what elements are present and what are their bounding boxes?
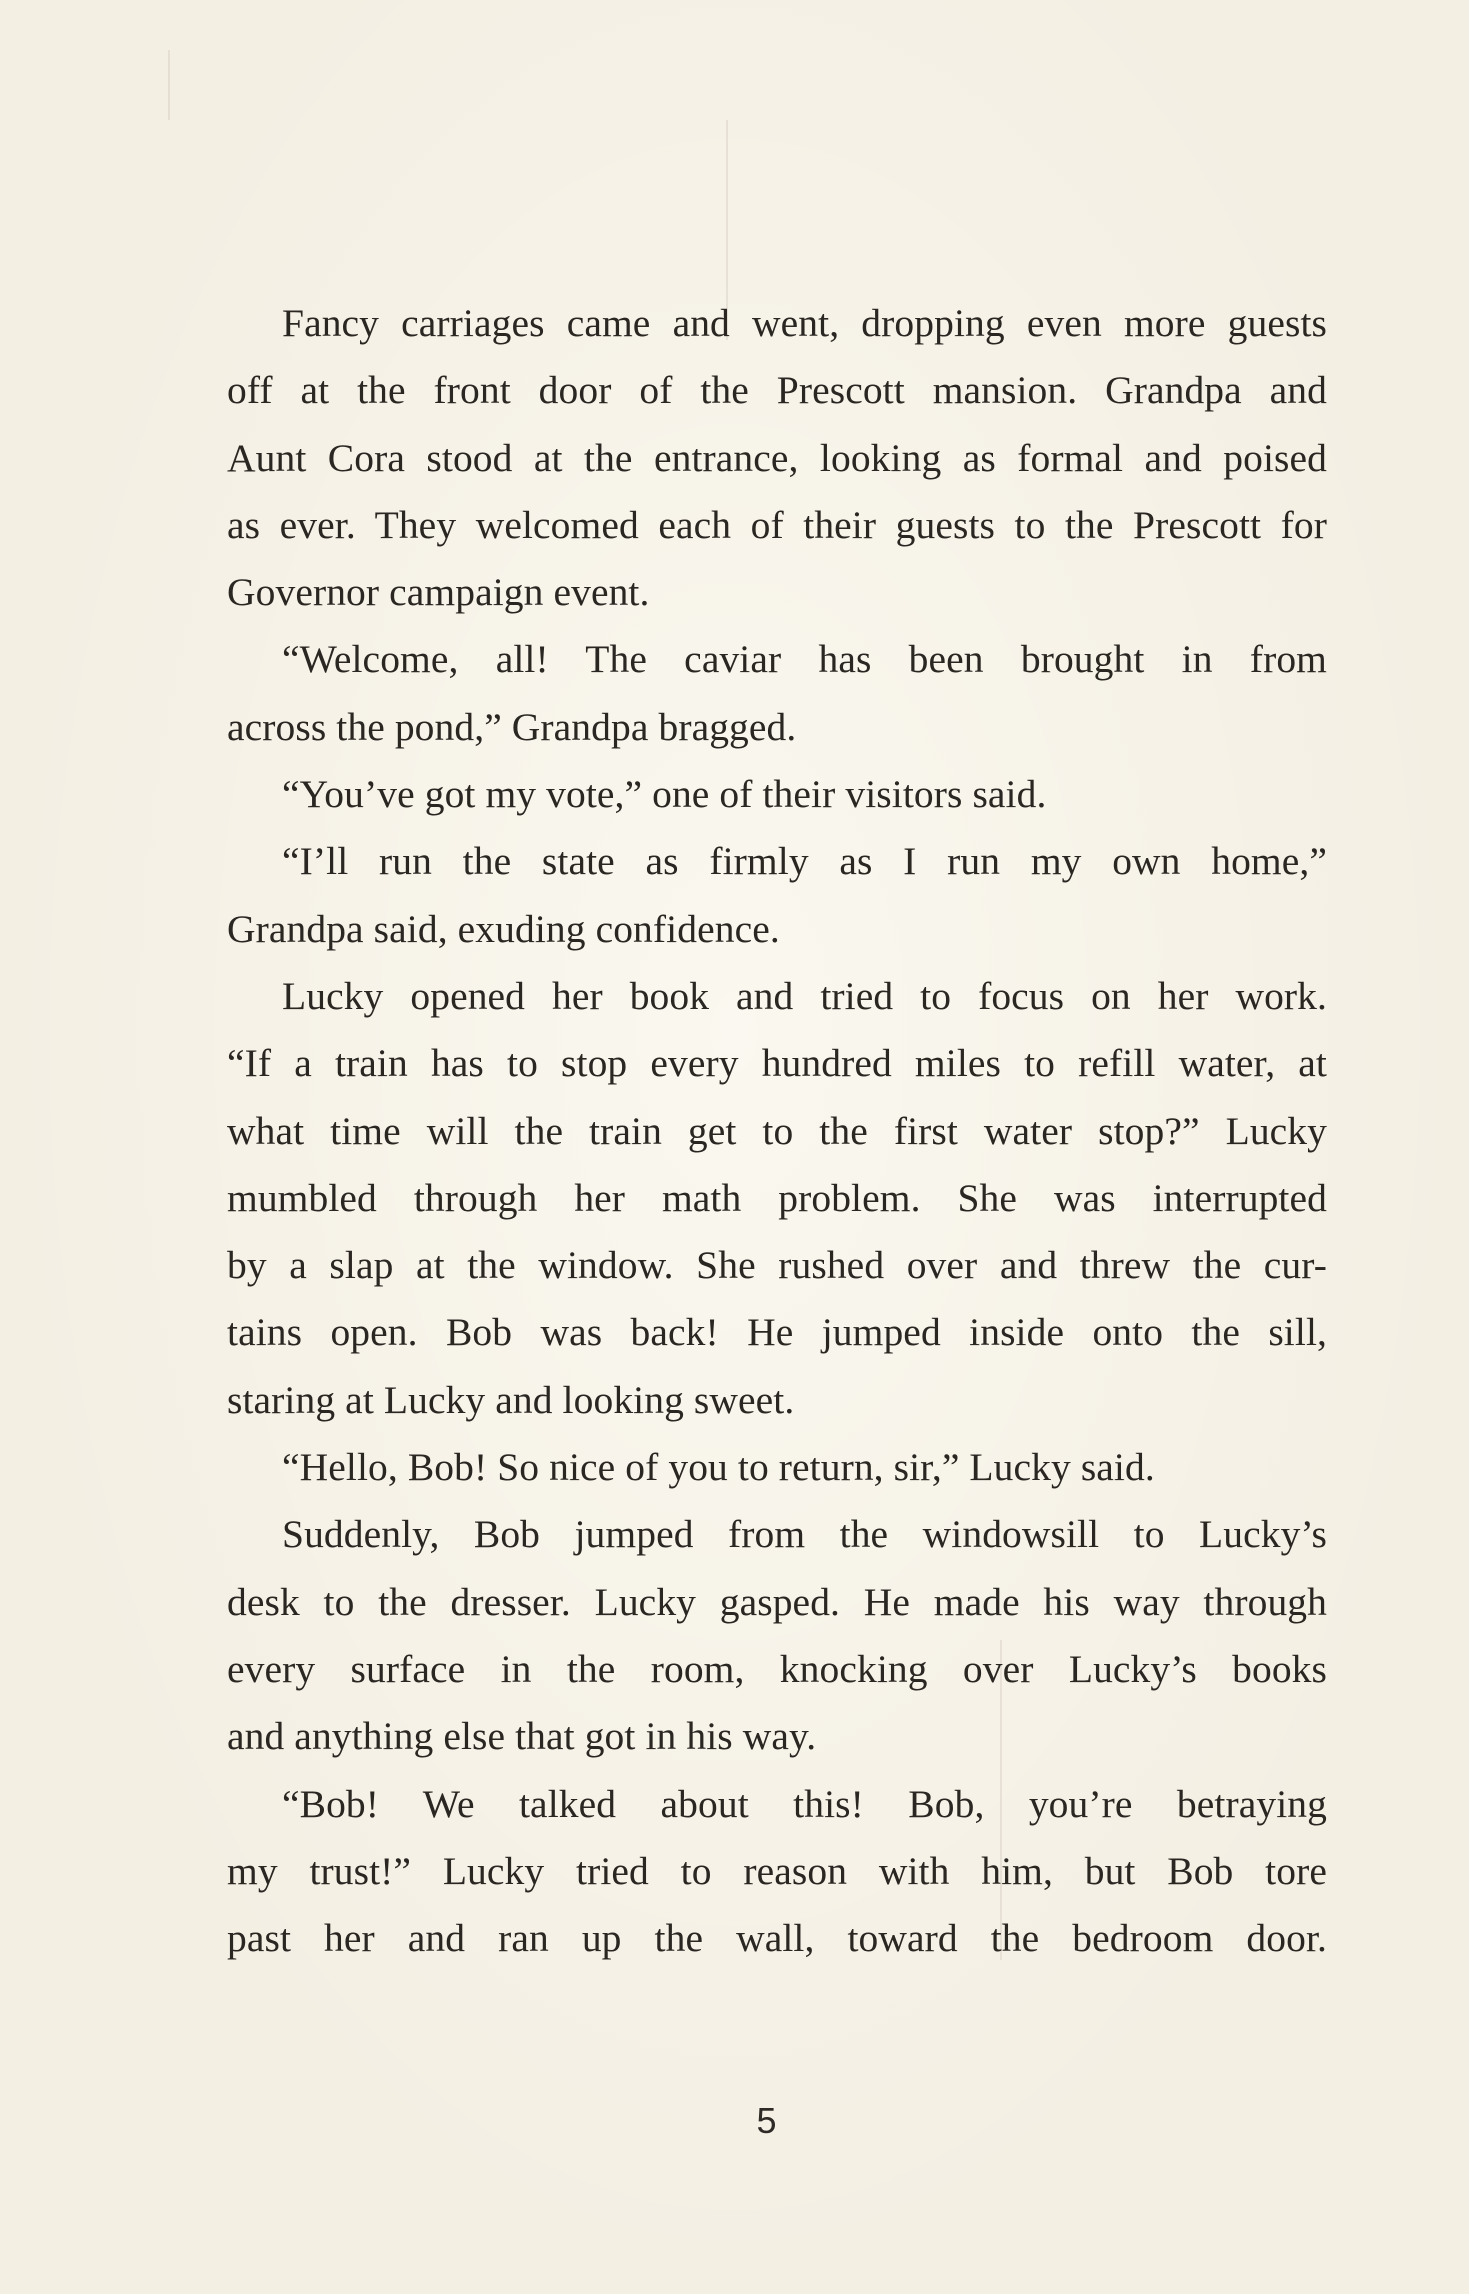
text-line: mumbled through her math problem. She was interrupted (227, 1175, 1327, 1220)
text-line: tains open. Bob was back! He jumped inside onto the sill, (227, 1310, 1327, 1355)
text-line: across the pond,” Grandpa bragged. (227, 704, 797, 749)
text-line: “Welcome, all! The caviar has been brought in from (282, 637, 1327, 682)
text-line: off at the front door of the Prescott mansion. Grandpa and (227, 368, 1327, 413)
text-line: every surface in the room, knocking over Lucky’s books (227, 1646, 1327, 1691)
text-line: and anything else that got in his way. (227, 1714, 817, 1759)
text-line: Grandpa said, exuding confidence. (227, 906, 780, 951)
text-line: “Hello, Bob! So nice of you to return, sir,” Lucky said. (282, 1445, 1155, 1490)
text-line: by a slap at the window. She rushed over and threw the cur- (227, 1243, 1327, 1288)
body-text (227, 290, 1327, 1972)
text-line: Aunt Cora stood at the entrance, looking as formal and poised (227, 435, 1327, 480)
text-line: “You’ve got my vote,” one of their visitors said. (282, 772, 1047, 817)
text-line: “I’ll run the state as firmly as I run my own home,” (282, 839, 1327, 884)
text-line: my trust!” Lucky tried to reason with him, but Bob tore (227, 1848, 1327, 1893)
text-line: “If a train has to stop every hundred miles to refill water, at (227, 1041, 1327, 1086)
page-number: 5 (756, 2100, 777, 2141)
text-line: as ever. They welcomed each of their guests to the Prescott for (227, 502, 1327, 547)
text-line: past her and ran up the wall, toward the bedroom door. (227, 1916, 1327, 1961)
text-line: what time will the train get to the first water stop?” Lucky (227, 1108, 1327, 1153)
text-line: “Bob! We talked about this! Bob, you’re betraying (282, 1781, 1327, 1826)
paper-crease (168, 50, 170, 120)
text-line: Governor campaign event. (227, 570, 650, 615)
text-line: Fancy carriages came and went, dropping even more guests (282, 301, 1327, 345)
text-line: Lucky opened her book and tried to focus on her work. (282, 973, 1327, 1018)
text-line: Suddenly, Bob jumped from the windowsill to Lucky’s (282, 1512, 1327, 1557)
text-line: desk to the dresser. Lucky gasped. He made his way through (227, 1579, 1327, 1624)
text-line: staring at Lucky and looking sweet. (227, 1377, 795, 1422)
